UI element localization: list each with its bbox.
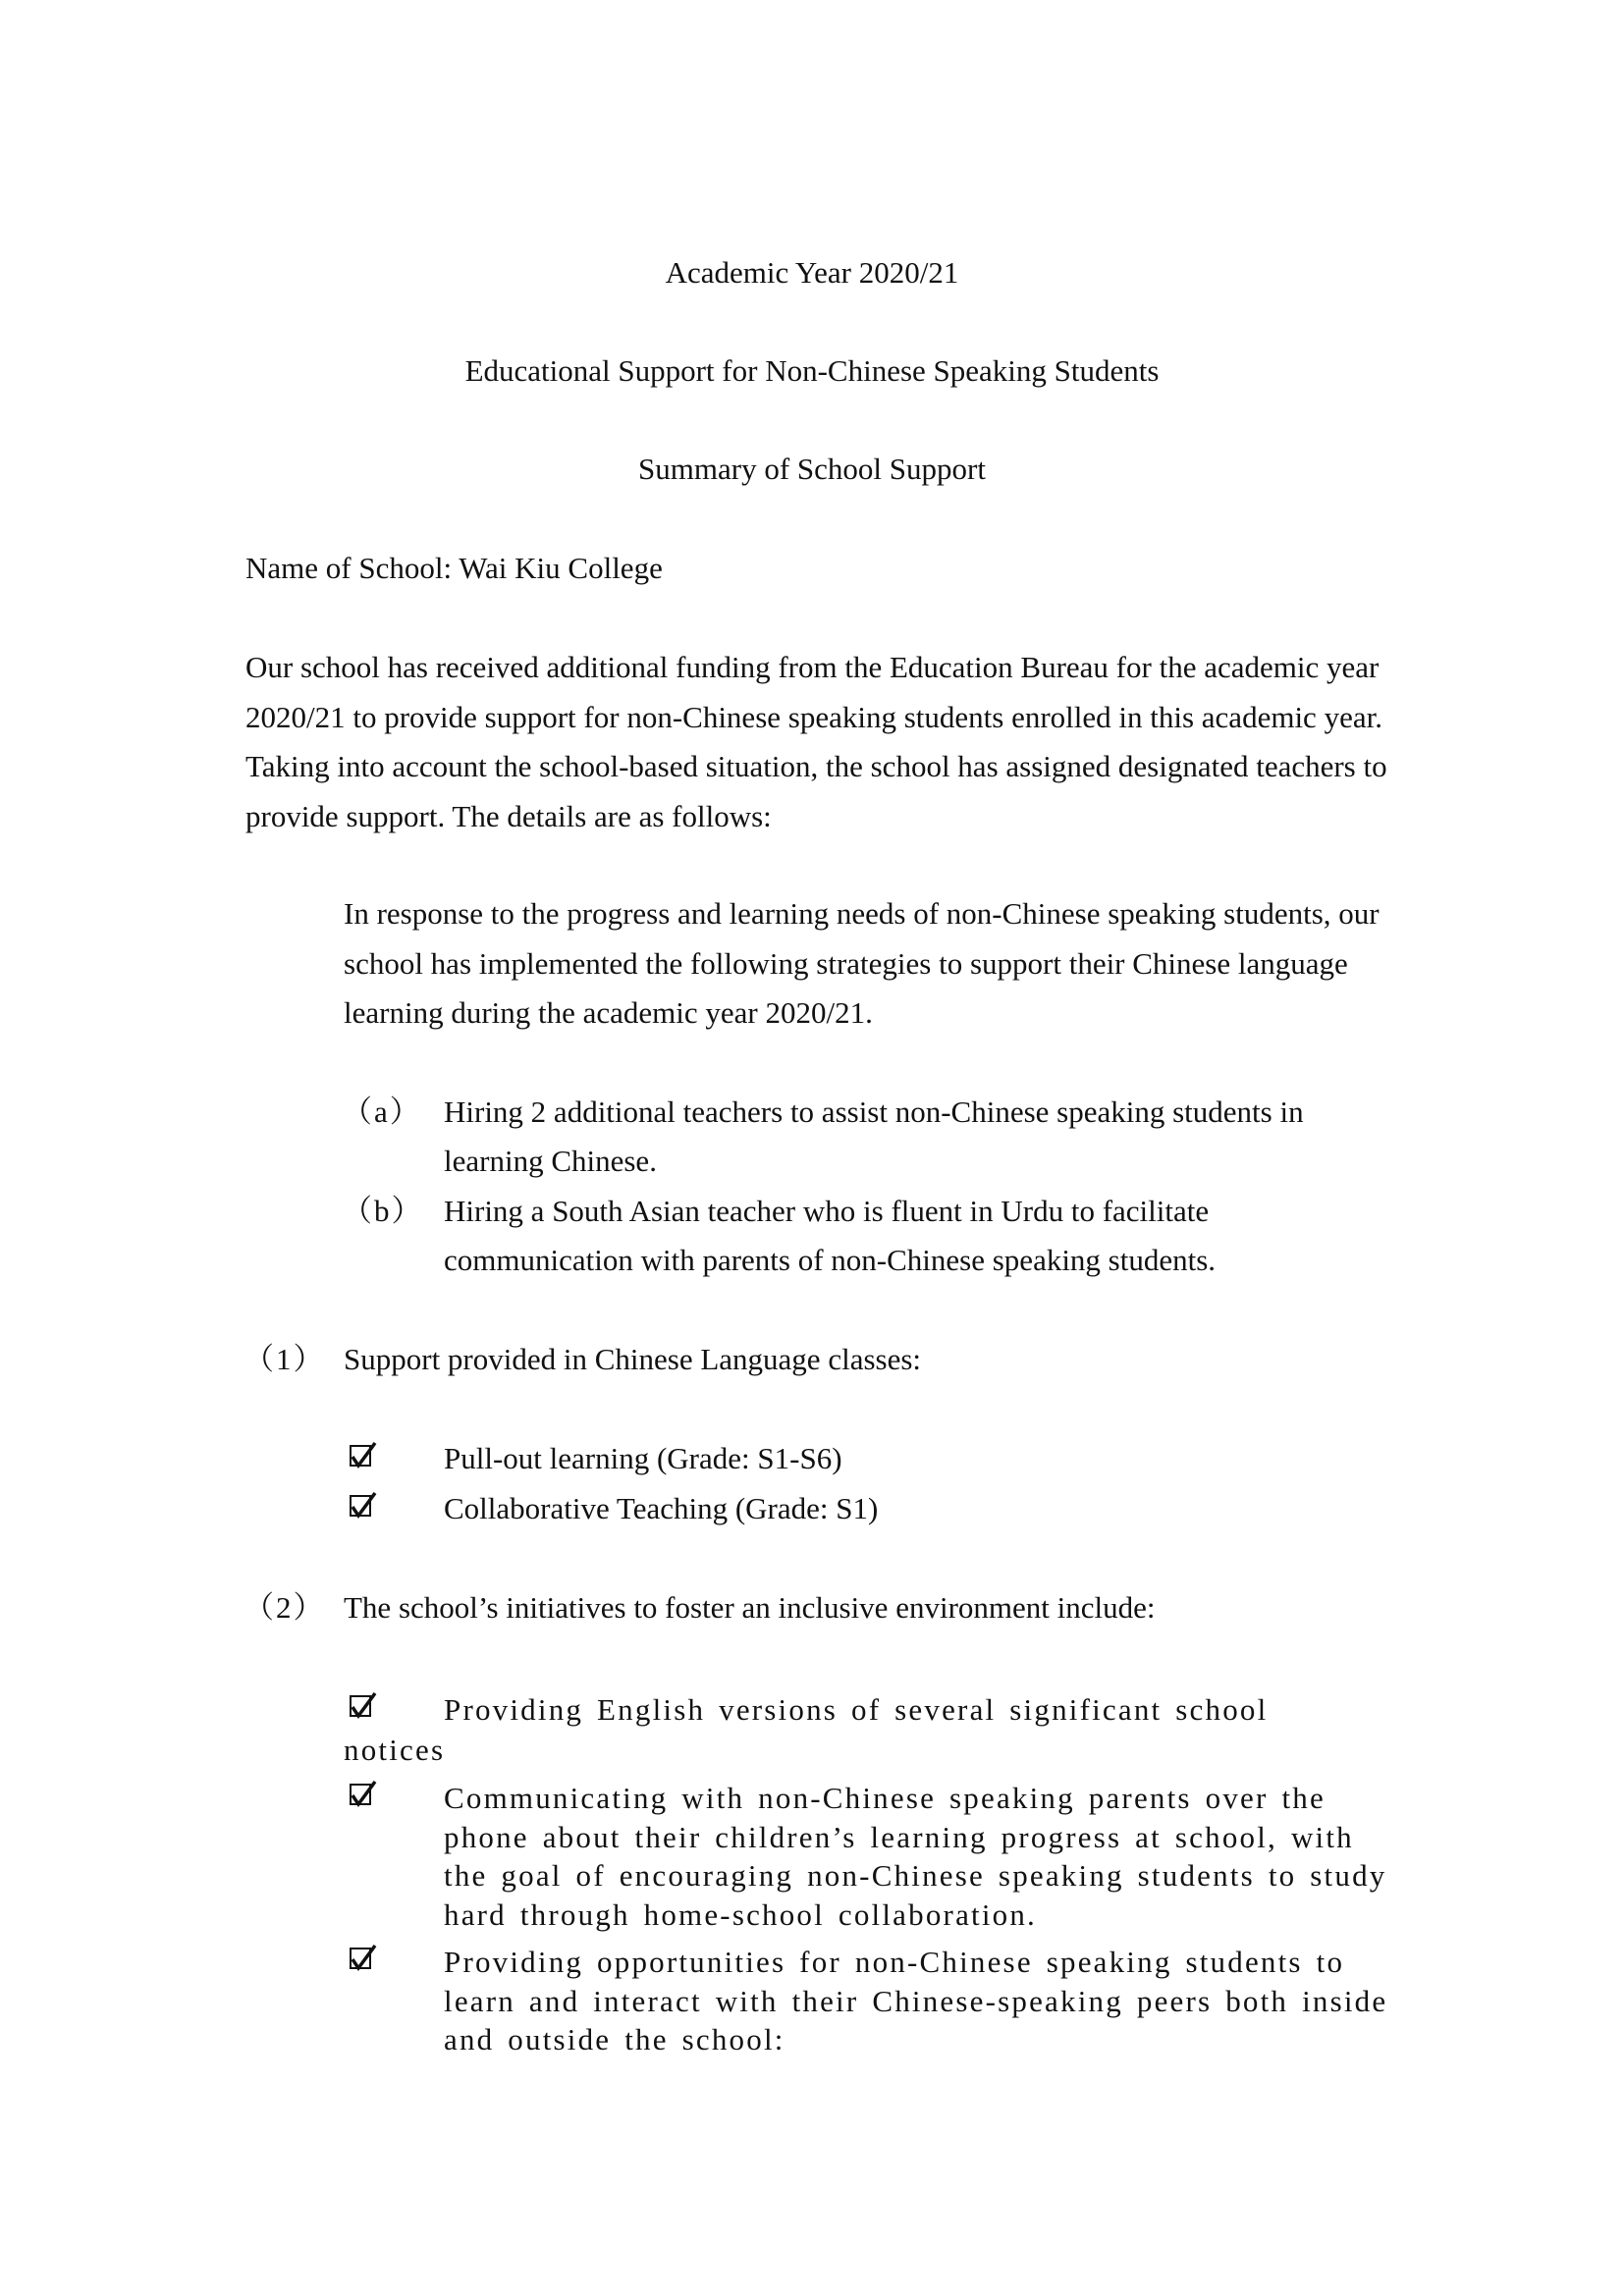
intro-paragraph: Our school has received additional funding from the Education Bureau for the academic year 2020/21 to provide support for non-Chinese speaking students enrolled in this academic year. Taking into account the school-based situation, the school has assigned designated teachers to provide support. The details are as follows:	[245, 650, 1387, 833]
checkmark-icon	[349, 1778, 378, 1807]
section1-item-pull-out: Pull-out learning (Grade: S1-S6)	[444, 1441, 842, 1475]
checkmark-icon	[349, 1439, 378, 1468]
strategy-label-a: （a）	[342, 1095, 422, 1129]
strategy-text-a: Hiring 2 additional teachers to assist non-Chinese speaking students in learning Chinese.	[444, 1095, 1304, 1178]
checkmark-icon	[349, 1942, 378, 1971]
checkmark-icon	[349, 1689, 378, 1719]
section2-item-english-notices: Providing English versions of several significant school	[444, 1692, 1269, 1727]
strategy-text-b: Hiring a South Asian teacher who is fluent in Urdu to facilitate communication with parents of non-Chinese speaking students.	[444, 1194, 1217, 1277]
section2-item-phone-communication: Communicating with non-Chinese speaking parents over the phone about their children’s learning progress at school, with the goal of encouraging non-Chinese speaking students to study hard through home-school collaboration.	[444, 1781, 1387, 1932]
section1-label: （1）	[244, 1342, 326, 1376]
strategies-paragraph: In response to the progress and learning needs of non-Chinese speaking students, our school has implemented the following strategies to support their Chinese language learning during the academic year 2020/21.	[344, 896, 1380, 1030]
academic-year-title: Academic Year 2020/21	[665, 255, 959, 290]
section2-label: （2）	[244, 1590, 326, 1625]
section2-item-peer-interaction: Providing opportunities for non-Chinese speaking students to learn and interact with their Chinese-speaking peers both inside and outside the school:	[444, 1945, 1388, 2056]
summary-title: Summary of School Support	[638, 452, 986, 486]
section2-heading: The school’s initiatives to foster an inclusive environment include:	[344, 1590, 1156, 1625]
checkbox-peer-interaction[interactable]	[350, 1948, 371, 1969]
program-title: Educational Support for Non-Chinese Speaking Students	[464, 353, 1160, 388]
checkbox-collaborative[interactable]	[350, 1495, 371, 1517]
section2-item-english-notices-cont: notices	[344, 1733, 446, 1767]
school-name: Name of School: Wai Kiu College	[245, 551, 663, 585]
strategy-label-b: （b）	[342, 1194, 424, 1228]
section1-heading: Support provided in Chinese Language classes:	[344, 1342, 922, 1376]
checkbox-phone-communication[interactable]	[350, 1784, 371, 1805]
checkbox-english-notices[interactable]	[350, 1695, 371, 1717]
checkmark-icon	[349, 1489, 378, 1519]
section1-item-collaborative: Collaborative Teaching (Grade: S1)	[444, 1491, 879, 1525]
checkbox-pull-out[interactable]	[350, 1445, 371, 1467]
